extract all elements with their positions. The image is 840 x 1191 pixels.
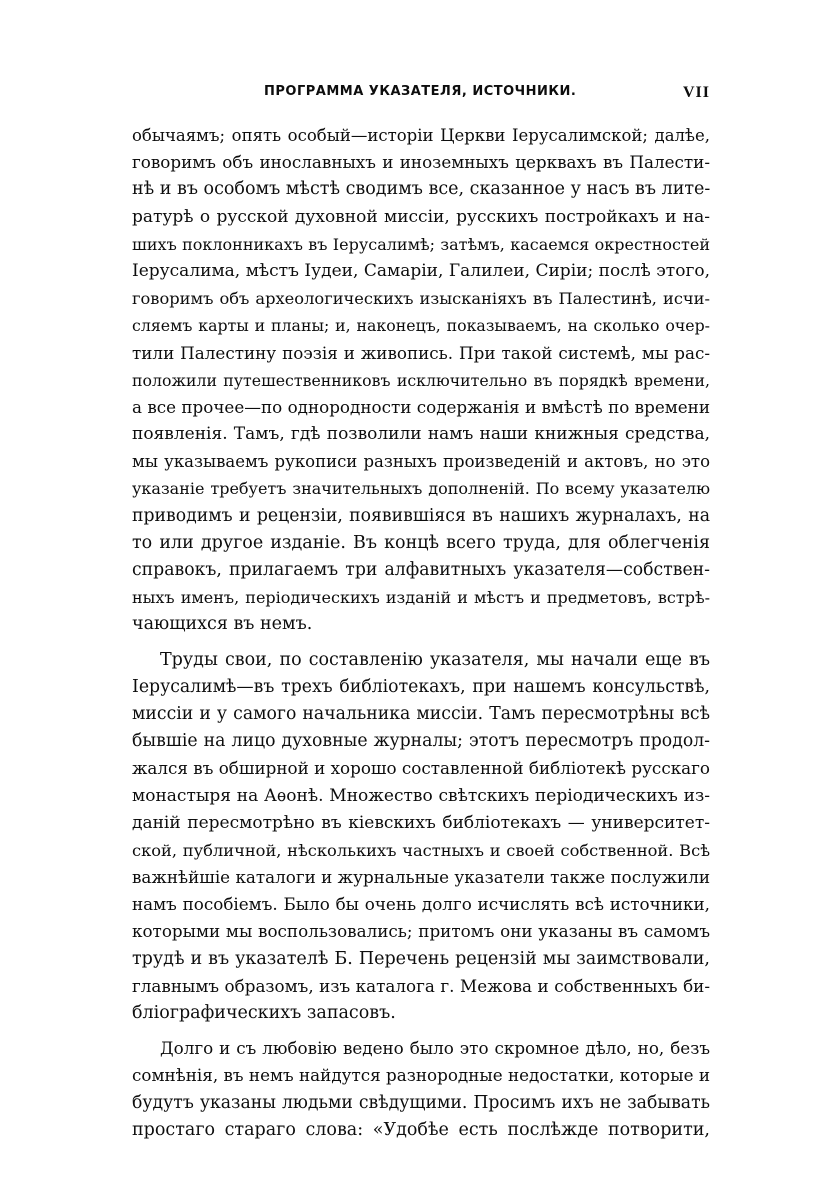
text-line: указаніе требуетъ значительныхъ дополненій. По всему указателю [132, 479, 710, 499]
text-line: главнымъ образомъ, изъ каталога г. Межова и собственныхъ би- [132, 975, 710, 996]
running-title: ПРОГРАММА УКАЗАТЕЛЯ, ИСТОЧНИКИ. [264, 84, 577, 99]
paragraph-gap [132, 639, 710, 647]
text-line: говоримъ объ инославныхъ и иноземныхъ церквахъ въ Палести- [132, 152, 710, 173]
text-line: приводимъ и рецензіи, появившіяся въ нашихъ журналахъ, на [132, 505, 710, 526]
text-line: Іерусалимѣ—въ трехъ библіотекахъ, при нашемъ консульствѣ, [132, 676, 710, 697]
text-line: Іерусалима, мѣстъ Іудеи, Самаріи, Галилеи, Сиріи; послѣ этого, [132, 260, 710, 281]
text-line: монастыря на Аѳонѣ. Множество свѣтскихъ періодическихъ из- [132, 785, 710, 806]
text-line: ской, публичной, нѣсколькихъ частныхъ и своей собственной. Всѣ [132, 840, 710, 860]
paragraph [132, 1035, 710, 1144]
text-line: жался въ обширной и хорошо составленной библіотекѣ русскаго [132, 758, 711, 779]
paragraph [132, 122, 710, 639]
text-line: мы указываемъ рукописи разныхъ произведеній и актовъ, но это [132, 452, 710, 472]
text-line: сомнѣнія, въ немъ найдутся разнородные недостатки, которые и [132, 1065, 710, 1086]
text-line: даній пересмотрѣно въ кіевскихъ библіотекахъ — университет- [132, 812, 710, 833]
text-line: чающихся въ немъ. [132, 614, 313, 635]
text-line: справокъ, прилагаемъ три алфавитныхъ указателя—собствен- [132, 560, 710, 580]
text-line: тили Палестину поэзія и живопись. При такой системѣ, мы рас- [132, 342, 710, 363]
text-line: сляемъ карты и планы; и, наконецъ, показываемъ, на сколько очер- [132, 316, 710, 336]
text-line: ныхъ именъ, періодическихъ изданій и мѣстъ и предметовъ, встрѣ- [132, 588, 710, 608]
text-line: бліографическихъ запасовъ. [132, 1003, 396, 1023]
text-line: ратурѣ о русской духовной миссіи, русскихъ постройкахъ и на- [132, 206, 710, 227]
text-line: миссіи и у самого начальника миссіи. Тамъ пересмотрѣны всѣ [132, 703, 710, 724]
text-line: говоримъ объ археологическихъ изысканіяхъ въ Палестинѣ, исчи- [132, 289, 710, 309]
text-line: простаго стараго слова: «Удобѣе есть послѣжде потворити, [132, 1119, 710, 1140]
text-line: нѣ и въ особомъ мѣстѣ сводимъ все, сказанное у насъ въ лите- [132, 179, 711, 200]
text-line: появленія. Тамъ, гдѣ позволили намъ наши книжныя средства, [132, 424, 710, 445]
text-line: Долго и съ любовію ведено было это скромное дѣло, но, безъ [160, 1038, 710, 1059]
paragraph-gap [132, 1027, 710, 1035]
page-number: VII [682, 84, 710, 101]
text-line: шихъ поклонникахъ въ Іерусалимѣ; затѣмъ, касаемся окрестностей [132, 234, 710, 254]
text-line: Труды свои, по составленію указателя, мы начали еще въ [160, 649, 710, 670]
text-line: намъ пособіемъ. Было бы очень долго исчислять всѣ источники, [132, 894, 710, 915]
text-line: то или другое изданіе. Въ концѣ всего труда, для облегченія [132, 532, 710, 553]
running-header [132, 84, 710, 106]
text-line: обычаямъ; опять особый—исторіи Церкви Іерусалимской; далѣе, [132, 126, 710, 145]
text-line: которыми мы воспользовались; притомъ они указаны въ самомъ [132, 921, 710, 942]
text-line: положили путешественниковъ исключительно въ порядкѣ времени, [132, 370, 710, 390]
text-line: важнѣйшіе каталоги и журнальные указатели также послужили [132, 867, 710, 888]
text-line: трудѣ и въ указателѣ Б. Перечень рецензій мы заимствовали, [132, 948, 710, 969]
body-text [132, 122, 710, 1144]
paragraph [132, 647, 710, 1028]
text-line: бывшіе на лицо духовные журналы; этотъ пересмотръ продол- [132, 731, 710, 752]
text-line: а все прочее—по однородности содержанія и вмѣстѣ по времени [132, 396, 710, 417]
text-line: будутъ указаны людьми свѣдущими. Просимъ ихъ не забывать [132, 1092, 710, 1113]
